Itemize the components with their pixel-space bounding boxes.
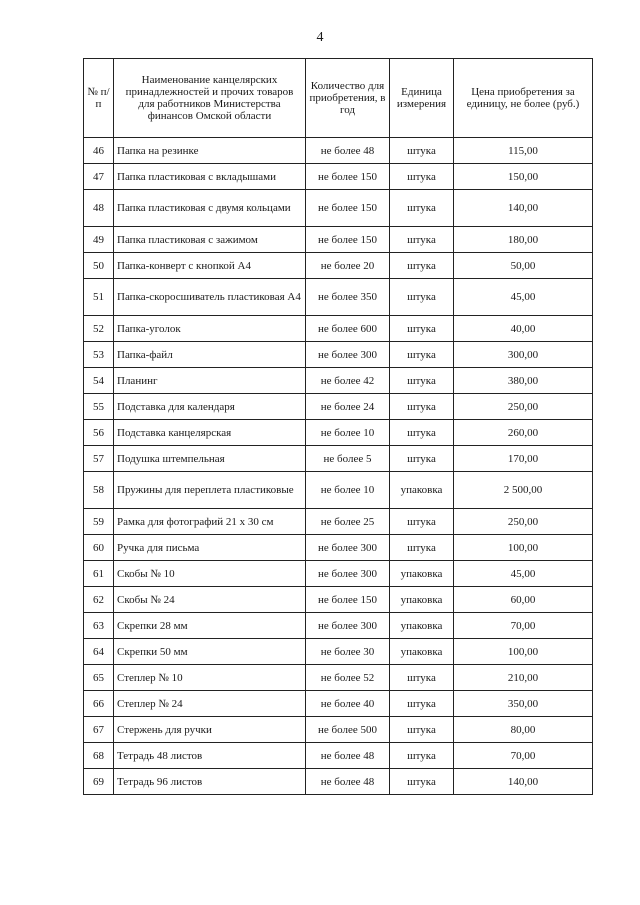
row-number: 53 [84, 342, 114, 368]
item-price: 170,00 [454, 446, 593, 472]
table-row [84, 509, 593, 535]
item-quantity: не более 5 [306, 446, 390, 472]
header-num: № п/п [84, 59, 114, 138]
item-quantity: не более 150 [306, 227, 390, 253]
table-row [84, 561, 593, 587]
item-quantity: не более 150 [306, 164, 390, 190]
item-quantity: не более 20 [306, 253, 390, 279]
item-price: 70,00 [454, 613, 593, 639]
item-unit: штука [390, 769, 454, 795]
item-name: Папка-файл [114, 342, 306, 368]
table-row [84, 279, 593, 316]
table-row [84, 613, 593, 639]
row-number: 57 [84, 446, 114, 472]
item-price: 250,00 [454, 394, 593, 420]
item-price: 2 500,00 [454, 472, 593, 509]
row-number: 64 [84, 639, 114, 665]
header-price: Цена приобретения за единицу, не более (руб.) [454, 59, 593, 138]
table-row [84, 717, 593, 743]
item-name: Степлер № 24 [114, 691, 306, 717]
item-quantity: не более 300 [306, 561, 390, 587]
row-number: 58 [84, 472, 114, 509]
item-price: 380,00 [454, 368, 593, 394]
item-name: Рамка для фотографий 21 х 30 см [114, 509, 306, 535]
table-row [84, 535, 593, 561]
item-quantity: не более 150 [306, 587, 390, 613]
item-unit: штука [390, 190, 454, 227]
row-number: 50 [84, 253, 114, 279]
item-price: 45,00 [454, 279, 593, 316]
table-row [84, 691, 593, 717]
item-unit: штука [390, 253, 454, 279]
item-unit: упаковка [390, 472, 454, 509]
table-row [84, 138, 593, 164]
item-quantity: не более 500 [306, 717, 390, 743]
item-name: Папка-уголок [114, 316, 306, 342]
table-header-row [84, 59, 593, 138]
header-qty: Количество для приобретения, в год [306, 59, 390, 138]
item-name: Подушка штемпельная [114, 446, 306, 472]
item-quantity: не более 300 [306, 535, 390, 561]
table-row [84, 316, 593, 342]
item-unit: штука [390, 164, 454, 190]
item-price: 250,00 [454, 509, 593, 535]
row-number: 52 [84, 316, 114, 342]
item-name: Пружины для переплета пластиковые [114, 472, 306, 509]
row-number: 68 [84, 743, 114, 769]
item-unit: штука [390, 138, 454, 164]
row-number: 56 [84, 420, 114, 446]
item-quantity: не более 42 [306, 368, 390, 394]
item-unit: штука [390, 535, 454, 561]
table-row [84, 164, 593, 190]
item-name: Ручка для письма [114, 535, 306, 561]
item-unit: штука [390, 743, 454, 769]
item-quantity: не более 350 [306, 279, 390, 316]
table-row [84, 253, 593, 279]
item-price: 180,00 [454, 227, 593, 253]
item-name: Папка на резинке [114, 138, 306, 164]
item-quantity: не более 24 [306, 394, 390, 420]
table-row [84, 368, 593, 394]
row-number: 49 [84, 227, 114, 253]
item-quantity: не более 25 [306, 509, 390, 535]
row-number: 65 [84, 665, 114, 691]
table-row [84, 472, 593, 509]
item-price: 140,00 [454, 769, 593, 795]
row-number: 61 [84, 561, 114, 587]
item-unit: упаковка [390, 639, 454, 665]
item-quantity: не более 52 [306, 665, 390, 691]
item-unit: упаковка [390, 587, 454, 613]
row-number: 67 [84, 717, 114, 743]
item-name: Подставка для календаря [114, 394, 306, 420]
price-table [83, 58, 593, 795]
item-name: Скобы № 10 [114, 561, 306, 587]
item-quantity: не более 600 [306, 316, 390, 342]
item-name: Стержень для ручки [114, 717, 306, 743]
table-row [84, 190, 593, 227]
item-unit: упаковка [390, 561, 454, 587]
item-price: 100,00 [454, 535, 593, 561]
row-number: 66 [84, 691, 114, 717]
row-number: 54 [84, 368, 114, 394]
item-price: 60,00 [454, 587, 593, 613]
item-unit: упаковка [390, 613, 454, 639]
item-name: Тетрадь 48 листов [114, 743, 306, 769]
table-row [84, 743, 593, 769]
item-quantity: не более 10 [306, 420, 390, 446]
item-name: Папка пластиковая с вкладышами [114, 164, 306, 190]
item-quantity: не более 48 [306, 138, 390, 164]
item-unit: штука [390, 316, 454, 342]
item-name: Папка-скоросшиватель пластиковая А4 [114, 279, 306, 316]
table-row [84, 446, 593, 472]
row-number: 60 [84, 535, 114, 561]
item-quantity: не более 300 [306, 342, 390, 368]
table-row [84, 420, 593, 446]
item-unit: штука [390, 394, 454, 420]
row-number: 69 [84, 769, 114, 795]
item-unit: штука [390, 665, 454, 691]
item-price: 100,00 [454, 639, 593, 665]
item-price: 70,00 [454, 743, 593, 769]
item-quantity: не более 150 [306, 190, 390, 227]
item-unit: штука [390, 279, 454, 316]
table-row [84, 394, 593, 420]
item-quantity: не более 300 [306, 613, 390, 639]
item-name: Папка пластиковая с зажимом [114, 227, 306, 253]
item-unit: штука [390, 420, 454, 446]
item-quantity: не более 48 [306, 769, 390, 795]
item-price: 150,00 [454, 164, 593, 190]
item-price: 115,00 [454, 138, 593, 164]
item-name: Папка-конверт с кнопкой А4 [114, 253, 306, 279]
item-price: 140,00 [454, 190, 593, 227]
item-price: 210,00 [454, 665, 593, 691]
row-number: 46 [84, 138, 114, 164]
item-quantity: не более 10 [306, 472, 390, 509]
table-row [84, 639, 593, 665]
item-unit: штука [390, 509, 454, 535]
item-price: 45,00 [454, 561, 593, 587]
row-number: 47 [84, 164, 114, 190]
item-name: Тетрадь 96 листов [114, 769, 306, 795]
item-price: 80,00 [454, 717, 593, 743]
item-price: 50,00 [454, 253, 593, 279]
header-name: Наименование канцелярских принадлежностей и прочих товаров для работников Министерства финансов Омской области [114, 59, 306, 138]
item-quantity: не более 40 [306, 691, 390, 717]
row-number: 59 [84, 509, 114, 535]
table-row [84, 665, 593, 691]
table-row [84, 227, 593, 253]
item-price: 350,00 [454, 691, 593, 717]
row-number: 51 [84, 279, 114, 316]
row-number: 55 [84, 394, 114, 420]
item-unit: штука [390, 227, 454, 253]
item-name: Скобы № 24 [114, 587, 306, 613]
item-quantity: не более 48 [306, 743, 390, 769]
item-name: Папка пластиковая с двумя кольцами [114, 190, 306, 227]
table-row [84, 342, 593, 368]
table-body [84, 138, 593, 795]
row-number: 48 [84, 190, 114, 227]
item-quantity: не более 30 [306, 639, 390, 665]
item-price: 300,00 [454, 342, 593, 368]
item-price: 260,00 [454, 420, 593, 446]
header-unit: Единица измерения [390, 59, 454, 138]
table-row [84, 769, 593, 795]
page-number: 4 [316, 30, 324, 45]
item-name: Скрепки 50 мм [114, 639, 306, 665]
item-name: Степлер № 10 [114, 665, 306, 691]
item-unit: штука [390, 717, 454, 743]
item-unit: штука [390, 691, 454, 717]
table-row [84, 587, 593, 613]
row-number: 62 [84, 587, 114, 613]
item-unit: штука [390, 342, 454, 368]
item-unit: штука [390, 368, 454, 394]
item-unit: штука [390, 446, 454, 472]
item-name: Планинг [114, 368, 306, 394]
item-name: Скрепки 28 мм [114, 613, 306, 639]
item-price: 40,00 [454, 316, 593, 342]
row-number: 63 [84, 613, 114, 639]
item-name: Подставка канцелярская [114, 420, 306, 446]
